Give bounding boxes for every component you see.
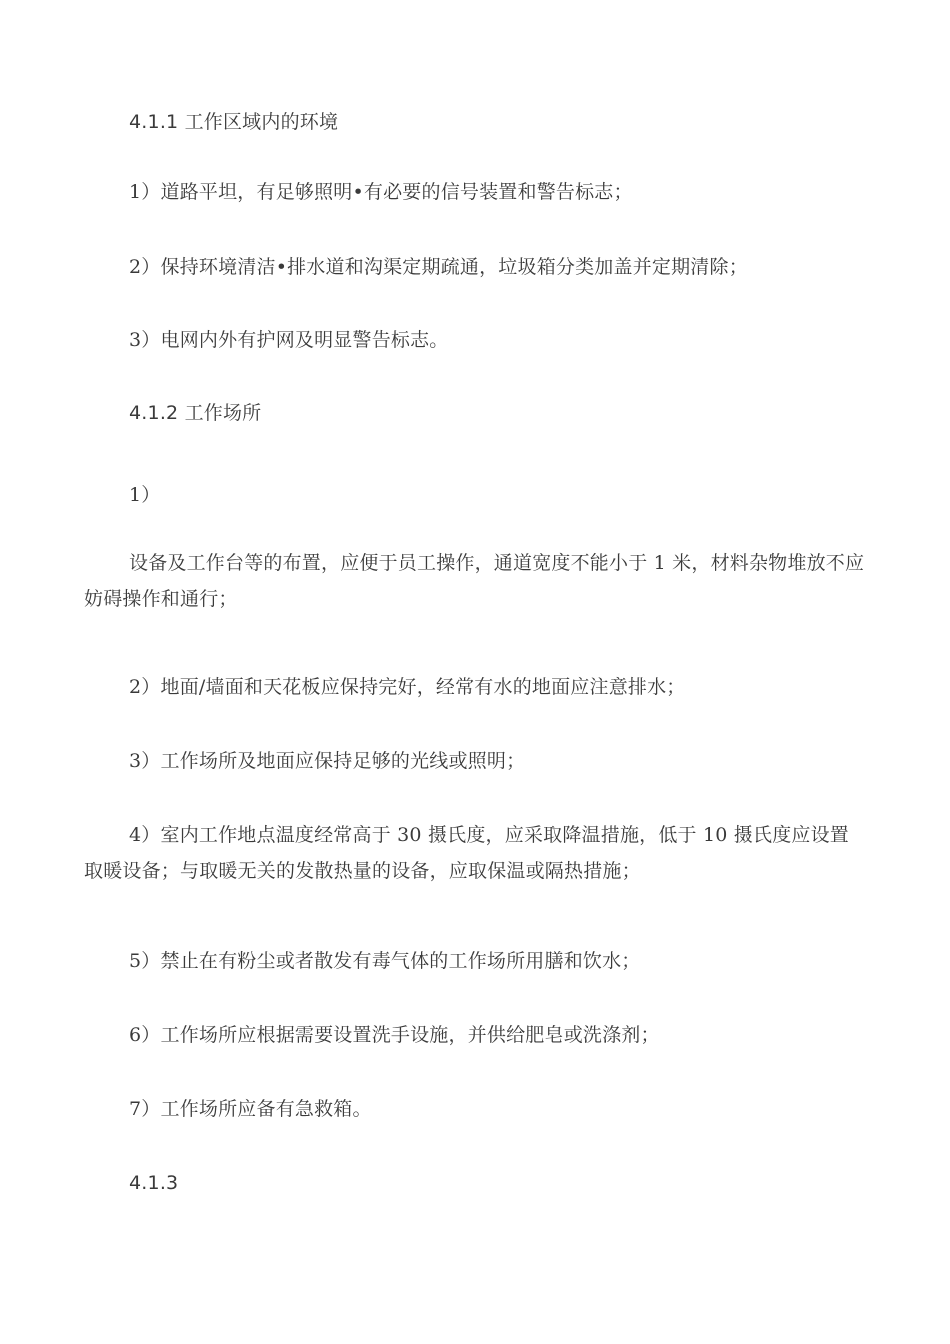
section-heading-4-1-3: 4.1.3 xyxy=(129,1172,179,1194)
section-heading-4-1-1: 4.1.1 工作区域内的环境 xyxy=(129,111,339,133)
list-item: 3）电网内外有护网及明显警告标志。 xyxy=(129,329,449,351)
list-item: 3）工作场所及地面应保持足够的光线或照明； xyxy=(129,750,526,772)
list-item: 7）工作场所应备有急救箱。 xyxy=(129,1098,372,1120)
list-item: 4）室内工作地点温度经常高于 30 摄氏度，应采取降温措施，低于 10 摄氏度应设置取暖设备；与取暖无关的发散热量的设备，应取保温或隔热措施； xyxy=(84,824,850,882)
list-item: 5）禁止在有粉尘或者散发有毒气体的工作场所用膳和饮水； xyxy=(129,950,641,972)
body-paragraph: 设备及工作台等的布置，应便于员工操作，通道宽度不能小于 1 米，材料杂物堆放不应妨碍操作和通行； xyxy=(84,552,865,610)
list-item: 1）道路平坦，有足够照明•有必要的信号装置和警告标志； xyxy=(129,181,633,203)
list-item: 6）工作场所应根据需要设置洗手设施，并供给肥皂或洗涤剂； xyxy=(129,1024,660,1046)
section-heading-4-1-2: 4.1.2 工作场所 xyxy=(129,402,262,424)
list-item: 2）保持环境清洁•排水道和沟渠定期疏通，垃圾箱分类加盖并定期清除； xyxy=(129,256,748,278)
list-item: 2）地面/墙面和天花板应保持完好，经常有水的地面应注意排水； xyxy=(129,676,686,698)
list-item: 1） xyxy=(129,484,161,506)
